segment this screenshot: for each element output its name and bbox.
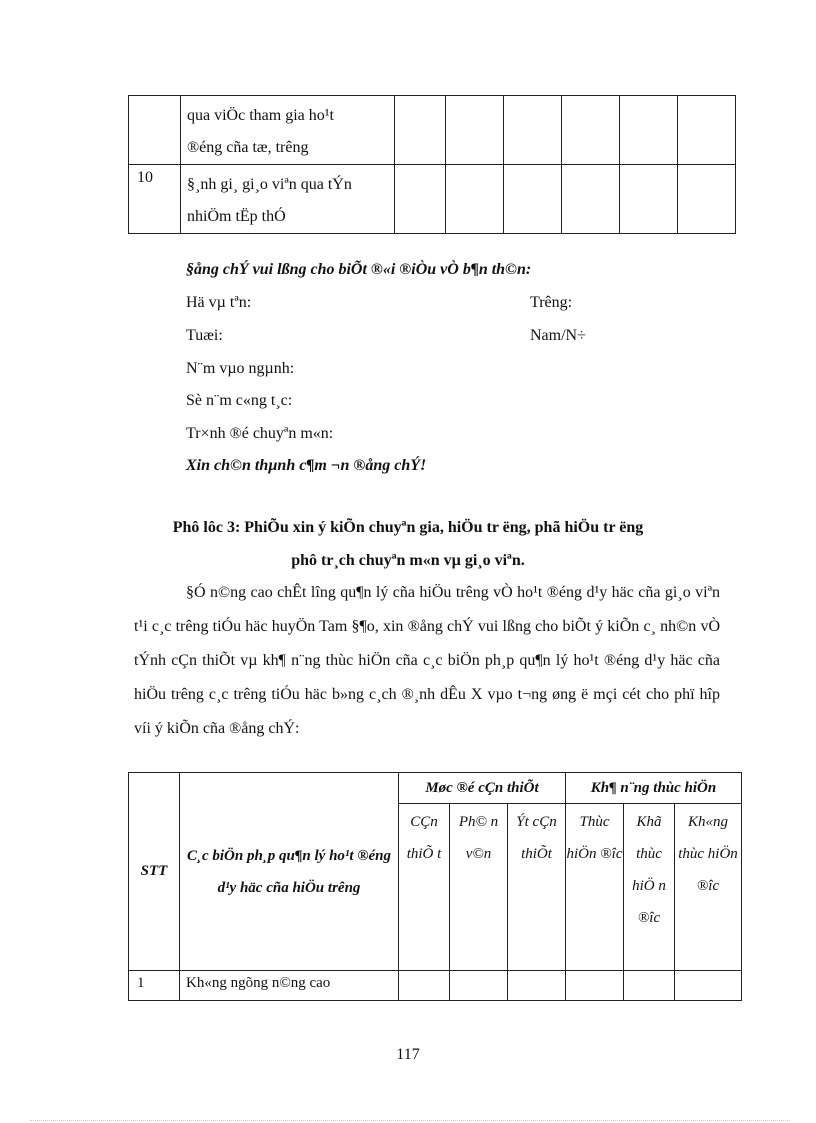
empty-cell bbox=[450, 971, 508, 1001]
row-text-line: qua viÖc tham gia ho¹t bbox=[187, 107, 334, 124]
row-number: 1 bbox=[129, 971, 180, 1001]
footer-divider bbox=[30, 1120, 790, 1121]
name-field-label: Hä vµ tªn: bbox=[186, 294, 252, 311]
thanks-text: Xin ch©n thµnh c¶m ¬n ®ång chÝ! bbox=[186, 457, 427, 474]
empty-cell bbox=[620, 165, 678, 234]
empty-cell bbox=[504, 96, 562, 165]
empty-cell bbox=[395, 96, 446, 165]
empty-cell bbox=[399, 971, 450, 1001]
survey-table bbox=[128, 772, 742, 1001]
necessity-group-header: Møc ®é cÇn thiÕt bbox=[399, 773, 566, 804]
not-feasible-header: Kh«ng thùc hiÖn ®îc bbox=[675, 804, 742, 971]
appendix-subtitle: phô tr¸ch chuyªn m«n vµ gi¸o viªn. bbox=[291, 552, 525, 569]
empty-cell bbox=[395, 165, 446, 234]
undecided-header: Ph© n v©n bbox=[450, 804, 508, 971]
row-number bbox=[129, 96, 181, 165]
row-text bbox=[181, 96, 395, 165]
measure-header: C¸c biÖn ph¸p qu¶n lý ho¹t ®éng d¹y häc cña hiÖu trêng bbox=[180, 773, 399, 971]
row-number: 10 bbox=[129, 165, 181, 234]
intro-paragraph: §Ó n©ng cao chÊt lîng qu¶n lý cña hiÖu trêng vÒ ho¹t ®éng d¹y häc cña gi¸o viªn t¹i c¸c trêng tiÓu häc huyÖn Tam §¶o, xin ®ång chÝ vui lßng cho biÕt ý kiÕn c¸ nh©n vÒ tÝnh cÇn thiÕt vµ kh¶ n¨ng thùc hiÖn cña c¸c biÖn ph¸p qu¶n lý ho¹t ®éng d¹y häc cña hiÖu trêng c¸c trêng tiÓu häc b»ng c¸ch ®¸nh dÊu X vµo t¬ng øng ë mçi cét cho phï hîp víi ý kiÕn cña ®ång chÝ: bbox=[134, 584, 720, 737]
table-row bbox=[129, 165, 736, 234]
years-work-label: Sè n¨m c«ng t¸c: bbox=[186, 392, 293, 409]
row-text bbox=[181, 165, 395, 234]
table-row bbox=[129, 96, 736, 165]
school-field-label: Trêng: bbox=[530, 294, 573, 311]
feasible-header: Thùc hiÖn ®îc bbox=[566, 804, 624, 971]
year-joined-label: N¨m vµo ngµnh: bbox=[186, 360, 295, 377]
table-header-row bbox=[129, 773, 742, 804]
empty-cell bbox=[620, 96, 678, 165]
empty-cell bbox=[508, 971, 566, 1001]
empty-cell bbox=[446, 96, 504, 165]
less-necessary-header: Ýt cÇn thiÕt bbox=[508, 804, 566, 971]
age-field-label: Tuæi: bbox=[186, 327, 223, 344]
row-text-line: §¸nh gi¸ gi¸o viªn qua tÝn bbox=[187, 176, 352, 193]
row-text-line: nhiÖm tËp thÓ bbox=[187, 208, 286, 225]
level-field-label: Tr×nh ®é chuyªn m«n: bbox=[186, 425, 334, 442]
empty-cell bbox=[562, 165, 620, 234]
empty-cell bbox=[678, 96, 736, 165]
necessary-header: CÇn thiÕ t bbox=[399, 804, 450, 971]
personal-heading: §ång chÝ vui lßng cho biÕt ®«i ®iÒu vÒ b¶n th©n: bbox=[186, 261, 532, 278]
hard-feasible-header: Khã thùc hiÖ n ®îc bbox=[624, 804, 675, 971]
empty-cell bbox=[678, 165, 736, 234]
top-table bbox=[128, 95, 736, 234]
empty-cell bbox=[624, 971, 675, 1001]
empty-cell bbox=[562, 96, 620, 165]
empty-cell bbox=[675, 971, 742, 1001]
row-text-line: ®éng cña tæ, trêng bbox=[187, 139, 309, 156]
empty-cell bbox=[504, 165, 562, 234]
stt-header: STT bbox=[129, 773, 180, 971]
table-row bbox=[129, 971, 742, 1001]
feasibility-group-header: Kh¶ n¨ng thùc hiÖn bbox=[566, 773, 742, 804]
empty-cell bbox=[446, 165, 504, 234]
empty-cell bbox=[566, 971, 624, 1001]
appendix-title: Phô lôc 3: PhiÕu xin ý kiÕn chuyªn gia, hiÖu tr ëng, phã hiÖu tr ëng bbox=[172, 519, 644, 536]
gender-field-label: Nam/N÷ bbox=[530, 327, 586, 344]
row-text: Kh«ng ngõng n©ng cao bbox=[180, 971, 399, 1001]
page-number: 117 bbox=[396, 1046, 420, 1063]
